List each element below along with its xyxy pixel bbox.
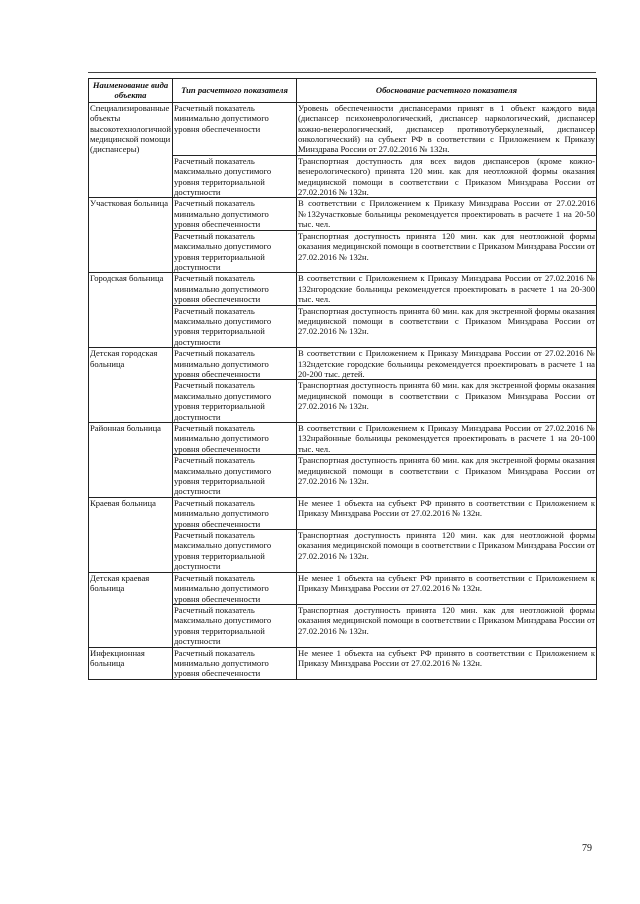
table-row xyxy=(89,647,597,679)
indicator-basis-cell: Транспортная доступность принята 120 мин. как для неотложной формы оказания медицинской помощи в соответствии с Приказом Минздрава России от 27.02.2016 № 132н. xyxy=(297,530,597,573)
indicator-basis-cell: В соответствии с Приложением к Приказу Минздрава России от 27.02.2016 №132участковые больницы рекомендуется проектировать в расчете 1 на 20-50 тыс. чел. xyxy=(298,198,595,230)
object-name-cell: Инфекционная больница xyxy=(89,647,173,679)
indicator-basis-cell: Не менее 1 объекта на субъект РФ принято в соответствии с Приложением к Приказу Минздрава России от 27.02.2016 № 132н. xyxy=(297,572,597,604)
table-row xyxy=(89,497,597,529)
indicator-type-cell: Расчетный показатель минимально допустимого уровня обеспеченности xyxy=(173,273,297,305)
table-row xyxy=(89,348,597,380)
indicator-type-cell: Расчетный показатель максимально допустимого уровня территориальной доступности xyxy=(173,530,297,573)
indicator-basis-cell: Транспортная доступность принята 120 мин. как для неотложной формы оказания медицинской помощи в соответствии с Приказом Минздрава России от 27.02.2016 № 132н. xyxy=(297,230,597,273)
indicator-type-cell: Расчетный показатель максимально допустимого уровня территориальной доступности xyxy=(173,155,297,198)
indicator-basis-cell: Транспортная доступность принята 60 мин. как для экстренной формы оказания медицинской помощи в соответствии с Приказом Минздрава России от 27.02.2016 № 132н. xyxy=(297,455,597,498)
table-row xyxy=(89,273,597,305)
norms-table xyxy=(88,78,597,680)
table-row xyxy=(89,198,597,230)
indicator-basis-cell: Не менее 1 объекта на субъект РФ принято в соответствии с Приложением к Приказу Минздрава России от 27.02.2016 № 132н. xyxy=(297,497,597,529)
indicator-basis-cell: Уровень обеспеченности диспансерами принят в 1 объект каждого вида (диспансер психоневрологический, диспансер наркологический, диспансер кожно-венерологический, диспансер противотуберкулезный, диспансер онкологический) на субъект РФ в соответствии с Приложением к Приказу Минздрава России от 27.02.2016 № 132н. xyxy=(298,102,595,155)
page-number: 79 xyxy=(582,843,592,854)
header-indicator-type: Тип расчетного показателя xyxy=(173,79,297,103)
indicator-basis-cell: Транспортная доступность для всех видов диспансеров (кроме кожно-венерологического) принята 120 мин. как для неотложной формы оказания медицинской помощи в соответствии с Приказом Минздрава России от 27.02.2016 № 132н. xyxy=(298,155,595,198)
indicator-type-cell: Расчетный показатель минимально допустимого уровня обеспеченности xyxy=(173,647,297,679)
table-row xyxy=(89,572,597,604)
object-name-cell: Детская краевая больница xyxy=(89,572,173,647)
top-rule xyxy=(88,72,596,73)
indicator-type-cell: Расчетный показатель минимально допустимого уровня обеспеченности xyxy=(173,348,297,380)
object-name-cell: Городская больница xyxy=(89,273,173,348)
indicator-type-cell: Расчетный показатель максимально допустимого уровня территориальной доступности xyxy=(173,230,297,273)
indicator-basis-cell: В соответствии с Приложением к Приказу Минздрава России от 27.02.2016 № 132ндетские городские больницы рекомендуется проектировать в расчете 1 на 20-200 тыс. детей. xyxy=(298,348,595,379)
indicator-type-cell: Расчетный показатель максимально допустимого уровня территориальной доступности xyxy=(173,380,297,423)
header-object-name: Наименование вида объекта xyxy=(89,79,173,103)
indicator-basis-cell: Транспортная доступность принята 60 мин. как для экстренной формы оказания медицинской помощи в соответствии с Приказом Минздрава России от 27.02.2016 № 132н. xyxy=(297,305,597,348)
table-header-row xyxy=(89,79,597,103)
indicator-type-cell: Расчетный показатель максимально допустимого уровня территориальной доступности xyxy=(173,455,297,498)
indicator-basis-cell: В соответствии с Приложением к Приказу Минздрава России от 27.02.2016 № 132нгородские больницы рекомендуется проектировать в расчете 1 на 20-300 тыс. чел. xyxy=(298,273,595,305)
indicator-type-cell: Расчетный показатель минимально допустимого уровня обеспеченности xyxy=(173,198,297,230)
object-name-cell: Участковая больница xyxy=(89,198,173,273)
object-name-cell: Детская городская больница xyxy=(89,348,173,423)
object-name-cell: Специализированные объекты высокотехнологичной медицинской помощи (диспансеры) xyxy=(89,102,173,198)
object-name-cell: Краевая больница xyxy=(89,497,173,572)
indicator-type-cell: Расчетный показатель минимально допустимого уровня обеспеченности xyxy=(173,423,297,455)
table-row xyxy=(89,423,597,455)
indicator-basis-cell: Транспортная доступность принята 120 мин. как для неотложной формы оказания медицинской помощи в соответствии с Приказом Минздрава России от 27.02.2016 № 132н. xyxy=(297,604,597,647)
indicator-type-cell: Расчетный показатель максимально допустимого уровня территориальной доступности xyxy=(173,305,297,348)
indicator-basis-cell: Не менее 1 объекта на субъект РФ принято в соответствии с Приложением к Приказу Минздрава России от 27.02.2016 № 132н. xyxy=(297,647,597,679)
indicator-basis-cell: Транспортная доступность принята 60 мин. как для экстренной формы оказания медицинской помощи в соответствии с Приказом Минздрава России от 27.02.2016 № 132н. xyxy=(297,380,597,423)
indicator-basis-cell: В соответствии с Приложением к Приказу Минздрава России от 27.02.2016 № 132нрайонные больницы рекомендуется проектировать в расчете 1 на 20-100 тыс. чел. xyxy=(298,423,595,454)
indicator-type-cell: Расчетный показатель минимально допустимого уровня обеспеченности xyxy=(173,572,297,604)
indicator-type-cell: Расчетный показатель минимально допустимого уровня обеспеченности xyxy=(173,102,297,155)
object-name-cell: Районная больница xyxy=(89,423,173,498)
table-row xyxy=(89,102,597,155)
header-indicator-basis: Обоснование расчетного показателя xyxy=(297,79,597,103)
indicator-type-cell: Расчетный показатель максимально допустимого уровня территориальной доступности xyxy=(173,604,297,647)
indicator-type-cell: Расчетный показатель минимально допустимого уровня обеспеченности xyxy=(173,497,297,529)
